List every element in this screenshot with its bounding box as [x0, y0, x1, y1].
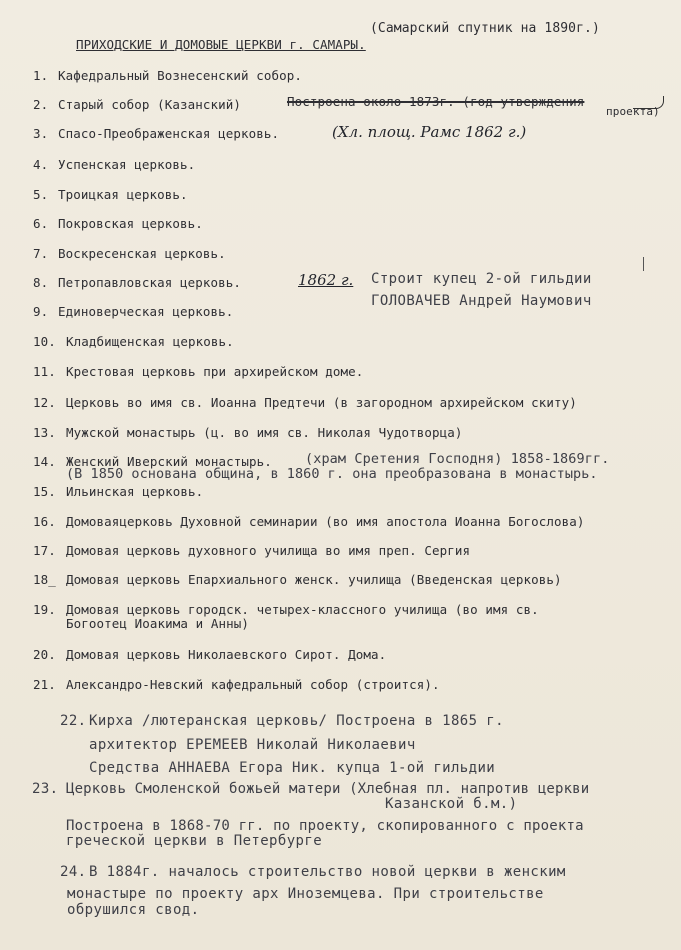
- item-text-continued: обрушился свод.: [67, 902, 200, 918]
- item-number: 9.: [33, 304, 49, 319]
- item-number: 19.: [33, 602, 56, 617]
- item-number: 11.: [33, 364, 56, 379]
- item-number: 3.: [33, 126, 49, 141]
- item-number: 24.: [60, 864, 87, 880]
- item-text: Покровская церковь.: [58, 216, 203, 231]
- struck-note-tail: проекта): [606, 105, 660, 118]
- source-note: (Самарский спутник на 1890г.): [370, 21, 600, 36]
- item-text: Домоваяцерковь Духовной семинарии (во имя апостола Иоанна Богослова): [66, 514, 585, 529]
- builder-note: Строит купец 2-ой гильдии: [371, 271, 592, 287]
- item-text-continued: монастыре по проекту арх Иноземцева. При строительстве: [67, 886, 544, 902]
- item-number: 8.: [33, 275, 49, 290]
- item-number: 7.: [33, 246, 49, 261]
- item-text: Домовая церковь Епархиального женск. училища (Введенская церковь): [66, 572, 562, 587]
- item-number: 16.: [33, 514, 56, 529]
- founding-note: (храм Сретения Господня) 1858-1869гг.: [305, 451, 610, 467]
- item-text: Домовая церковь Николаевского Сирот. Дома.: [66, 647, 387, 662]
- item-text-continued: Казанской б.м.): [385, 796, 518, 812]
- handwritten-note: 1862 г.: [298, 271, 354, 289]
- pen-scribble: [633, 96, 664, 109]
- item-number: 12.: [33, 395, 56, 410]
- item-text-continued: Богоотец Иоакима и Анны): [66, 616, 250, 631]
- item-text-continued: Средства АННАЕВА Егора Ник. купца 1-ой гильдии: [89, 760, 496, 776]
- struck-note: Построена около 1873г. (год утверждения: [287, 94, 585, 109]
- founding-note-2: (В 1850 основана община, в 1860 г. она преобразована в монастырь.: [66, 466, 598, 482]
- page-title: ПРИХОДСКИЕ И ДОМОВЫЕ ЦЕРКВИ г. САМАРЫ.: [76, 37, 366, 52]
- item-text: Успенская церковь.: [58, 157, 196, 172]
- item-text: Ильинская церковь.: [66, 484, 204, 499]
- item-number: 6.: [33, 216, 49, 231]
- item-text-continued: Построена в 1868-70 гг. по проекту, скопированного с проекта: [66, 818, 584, 834]
- item-text: Домовая церковь городск. четырех-классного училища (во имя св.: [66, 602, 539, 617]
- item-number: 10.: [33, 334, 56, 349]
- item-text: Единоверческая церковь.: [58, 304, 234, 319]
- item-text: Домовая церковь духовного училища во имя преп. Сергия: [66, 543, 471, 558]
- item-number: 2.: [33, 97, 49, 112]
- item-number: 18_: [33, 572, 56, 587]
- item-text: В 1884г. началось строительство новой церкви в женским: [89, 864, 566, 880]
- item-number: 13.: [33, 425, 56, 440]
- item-text: Кирха /лютеранская церковь/ Построена в 1865 г.: [89, 713, 504, 729]
- item-text: Кладбищенская церковь.: [66, 334, 234, 349]
- item-number: 22.: [60, 713, 87, 729]
- item-text: Александро-Невский кафедральный собор (строится).: [66, 677, 440, 692]
- item-number: 14.: [33, 454, 56, 469]
- item-text: Мужской монастырь (ц. во имя св. Николая Чудотворца): [66, 425, 463, 440]
- item-number: 4.: [33, 157, 49, 172]
- item-text: Женский Иверский монастырь.: [66, 454, 272, 469]
- item-text: Церковь во имя св. Иоанна Предтечи (в загородном архирейском скиту): [66, 395, 577, 410]
- item-number: 15.: [33, 484, 56, 499]
- margin-tick: [643, 257, 644, 271]
- item-number: 17.: [33, 543, 56, 558]
- item-text: Церковь Смоленской божьей матери (Хлебная пл. напротив церкви: [66, 781, 590, 797]
- item-number: 23.: [32, 781, 59, 797]
- item-text: Кафедральный Вознесенский собор.: [58, 68, 303, 83]
- item-text: Троицкая церковь.: [58, 187, 188, 202]
- item-text: Старый собор (Казанский): [58, 97, 242, 112]
- item-text: Петропавловская церковь.: [58, 275, 242, 290]
- builder-name: ГОЛОВАЧЕВ Андрей Наумович: [371, 293, 592, 309]
- item-text-continued: греческой церкви в Петербурге: [66, 833, 323, 849]
- handwritten-note: (Хл. площ. Рамс 1862 г.): [332, 123, 527, 141]
- item-number: 1.: [33, 68, 49, 83]
- item-text: Воскресенская церковь.: [58, 246, 226, 261]
- item-number: 5.: [33, 187, 49, 202]
- item-number: 20.: [33, 647, 56, 662]
- item-number: 21.: [33, 677, 56, 692]
- item-text-continued: архитектор ЕРЕМЕЕВ Николай Николаевич: [89, 737, 416, 753]
- item-text: Крестовая церковь при архирейском доме.: [66, 364, 364, 379]
- item-text: Спасо-Преображенская церковь.: [58, 126, 280, 141]
